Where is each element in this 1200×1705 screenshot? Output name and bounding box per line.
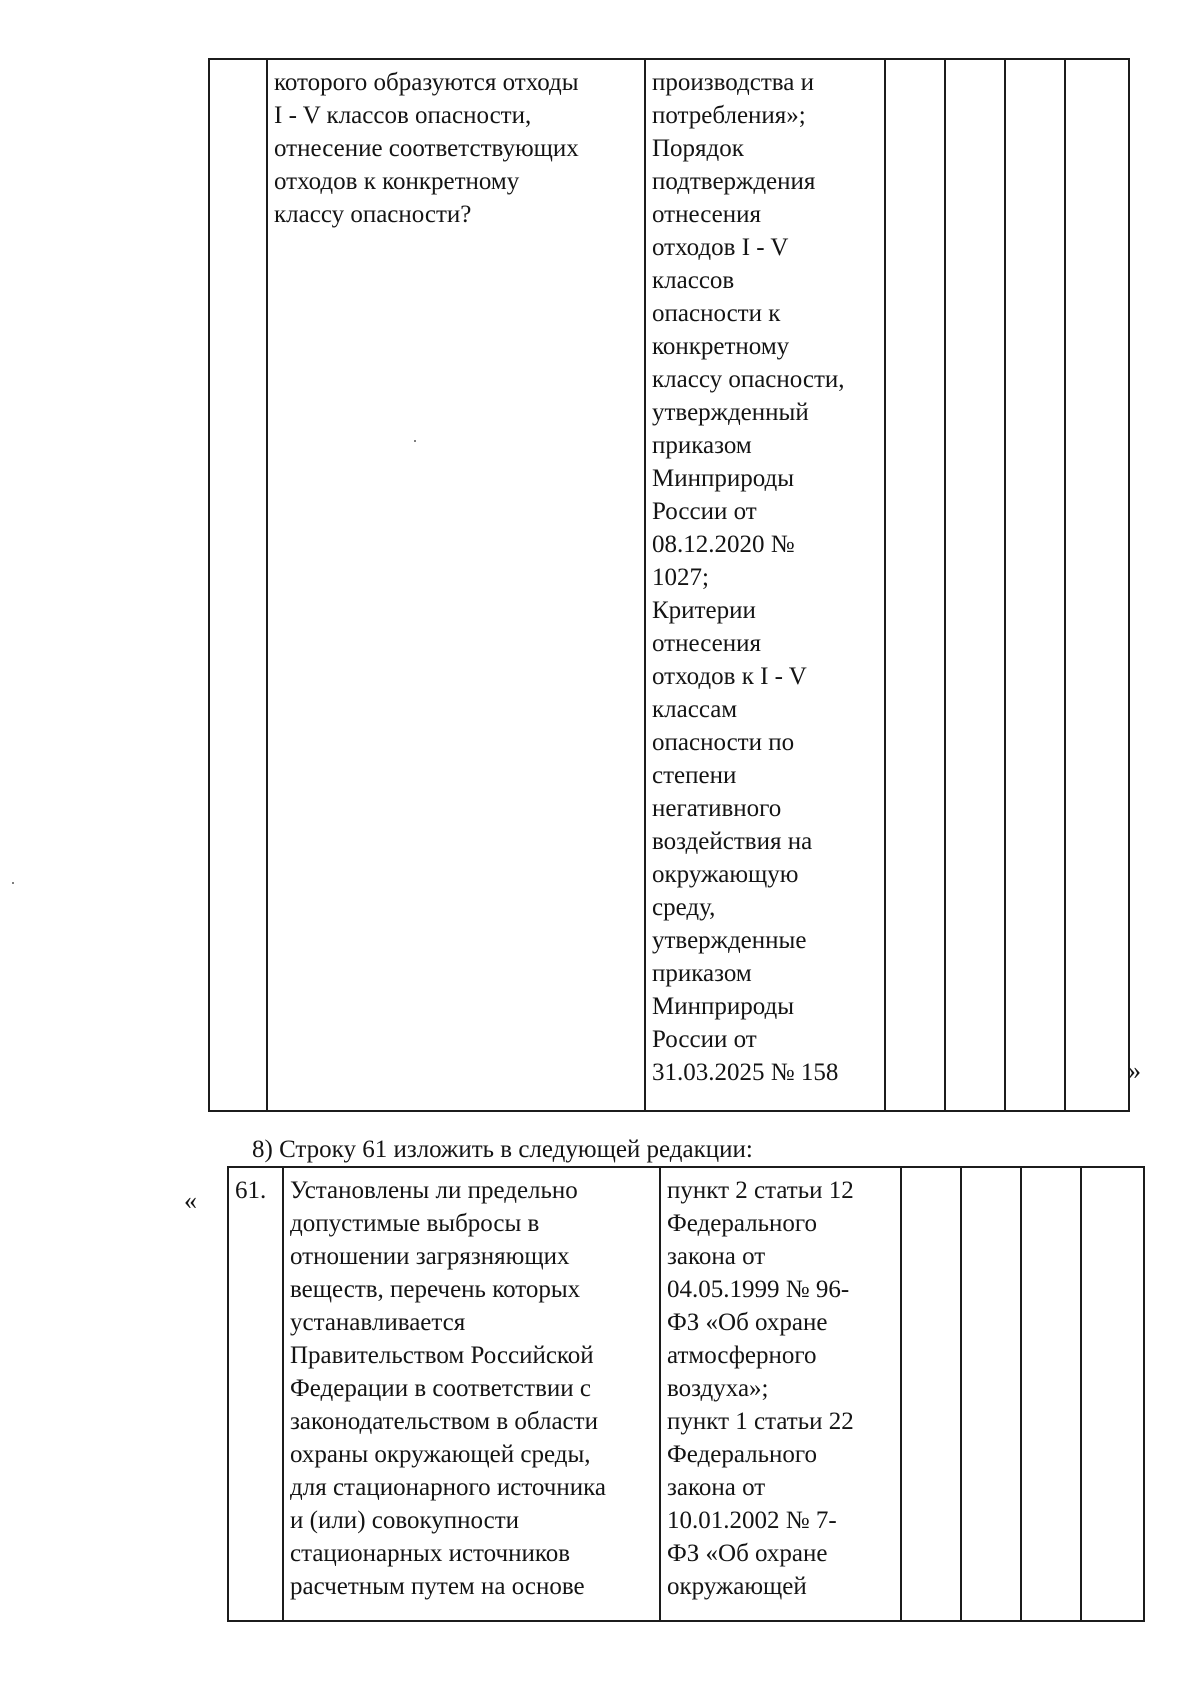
table-row [228,1167,1144,1621]
empty-cell [961,1167,1021,1621]
empty-cell [1081,1167,1144,1621]
closing-quote: » [1128,1056,1141,1085]
opening-quote: « [184,1186,197,1215]
row-number-cell [209,59,267,1111]
checklist-table-continued [208,58,1130,1112]
checklist-table-row-61 [227,1166,1145,1622]
table-row [209,59,1129,1111]
scan-speck [12,882,14,884]
row-number-cell: 61. [228,1167,283,1621]
empty-cell [1065,59,1129,1111]
empty-cell [945,59,1005,1111]
scan-speck [414,440,416,442]
empty-cell [1021,1167,1081,1621]
empty-cell [901,1167,961,1621]
amendment-instruction: 8) Строку 61 изложить в следующей редакции: [252,1136,753,1163]
question-cell: которого образуются отходы I - V классов опасности, отнесение соответствующих отходов к конкретному классу опасности? [267,59,645,1111]
empty-cell [885,59,945,1111]
question-cell: Установлены ли предельно допустимые выбросы в отношении загрязняющих веществ, перечень которых устанавливается Правительством Российской Федерации в соответствии с законодательством в области охраны окружающей среды, для стационарного источника и (или) совокупности стационарных источников расчетным путем на основе [283,1167,660,1621]
requirements-cell: пункт 2 статьи 12 Федерального закона от 04.05.1999 № 96- ФЗ «Об охране атмосферного воздуха»; пункт 1 статьи 22 Федерального закона от 10.01.2002 № 7- ФЗ «Об охране окружающей [660,1167,901,1621]
empty-cell [1005,59,1065,1111]
requirements-cell: производства и потребления»; Порядок подтверждения отнесения отходов I - V классов опасности к конкретному классу опасности, утвержденный приказом Минприроды России от 08.12.2020 № 1027; Критерии отнесения отходов к I - V классам опасности по степени негативного воздействия на окружающую среду, утвержденные приказом Минприроды России от 31.03.2025 № 158 [645,59,885,1111]
